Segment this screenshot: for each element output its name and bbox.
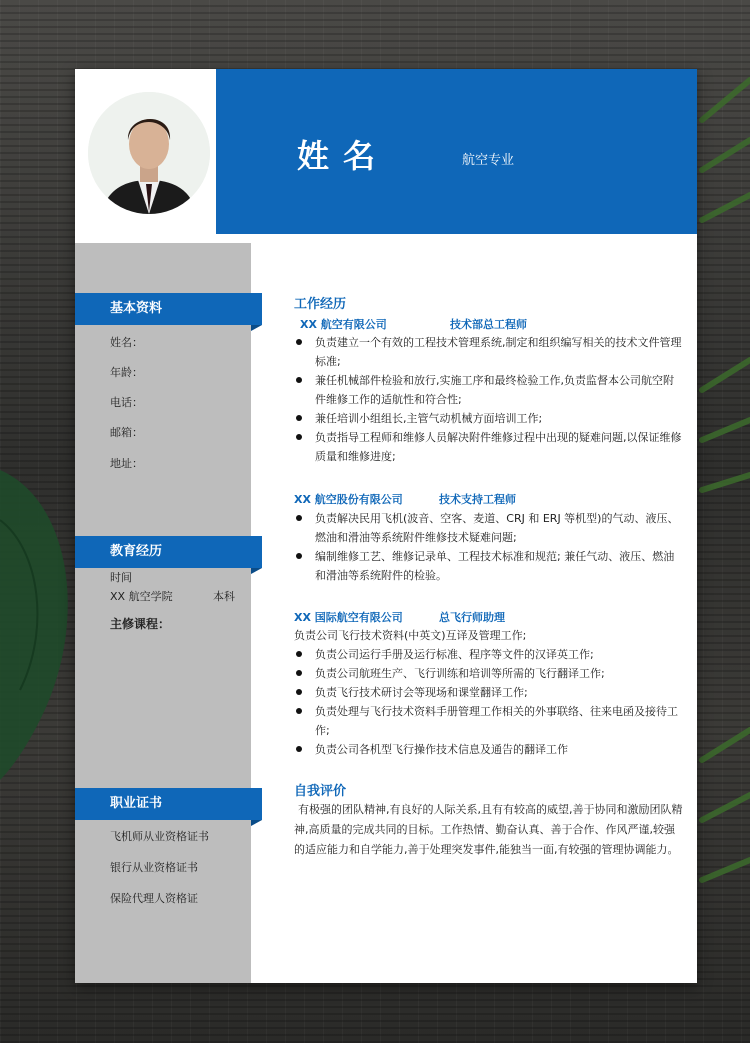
profile-photo bbox=[88, 92, 210, 214]
list-item: 兼任培训小组组长,主管气动机械方面培训工作; bbox=[294, 409, 684, 428]
list-item: 编制维修工艺、维修记录单、工程技术标准和规范; 兼任气动、液压、燃油和滑油等系统附件的检验。 bbox=[294, 547, 684, 585]
job-duties-list bbox=[294, 645, 684, 759]
list-item: 负责公司各机型飞行操作技术信息及通告的翻译工作 bbox=[294, 740, 684, 759]
certificate-item: 银行从业资格证书 bbox=[110, 861, 198, 874]
field-address-label: 地址： bbox=[110, 457, 143, 470]
education-time: 时间 bbox=[110, 571, 132, 584]
basic-info-heading: 基本资料 bbox=[75, 293, 262, 325]
list-item: 负责处理与飞行技术资料手册管理工作相关的外事联络、往来电函及接待工作; bbox=[294, 702, 684, 740]
certificates-heading: 职业证书 bbox=[75, 788, 262, 820]
education-courses-label: 主修课程： bbox=[110, 617, 171, 631]
header-band bbox=[216, 69, 697, 234]
name-title: 姓名 bbox=[297, 137, 390, 175]
certificate-item: 飞机师从业资格证书 bbox=[110, 830, 209, 843]
work-experience-heading: 工作经历 bbox=[294, 297, 347, 312]
list-item: 负责飞行技术研讨会等现场和课堂翻译工作; bbox=[294, 683, 684, 702]
education-heading: 教育经历 bbox=[75, 536, 262, 568]
self-evaluation-heading: 自我评价 bbox=[294, 784, 347, 799]
list-item: 负责公司运行手册及运行标准、程序等文件的汉译英工作; bbox=[294, 645, 684, 664]
job-intro: 负责公司飞行技术资料(中英文)互译及管理工作; bbox=[294, 629, 527, 642]
field-phone-label: 电话： bbox=[110, 396, 143, 409]
major-label: 航空专业 bbox=[462, 153, 515, 168]
field-email-label: 邮箱： bbox=[110, 426, 143, 439]
field-name-label: 姓名： bbox=[110, 336, 143, 349]
field-age-label: 年龄： bbox=[110, 366, 143, 379]
list-item: 负责公司航班生产、飞行训练和培训等所需的飞行翻译工作; bbox=[294, 664, 684, 683]
job-company: XX 航空股份有限公司 bbox=[294, 493, 403, 506]
education-school: XX 航空学院 bbox=[110, 590, 173, 603]
job-position: 总飞行师助理 bbox=[439, 611, 505, 624]
leaf-decoration-right bbox=[697, 60, 750, 960]
list-item: 负责解决民用飞机(波音、空客、麦道、CRJ 和 ERJ 等机型)的气动、液压、燃油和滑油等系统附件维修技术疑难问题; bbox=[294, 509, 684, 547]
list-item: 兼任机械部件检验和放行,实施工序和最终检验工作,负责监督本公司航空附件维修工作的适航性和符合性; bbox=[294, 371, 684, 409]
certificate-item: 保险代理人资格证 bbox=[110, 892, 198, 905]
list-item: 负责指导工程师和维修人员解决附件维修过程中出现的疑难问题,以保证维修质量和维修进度; bbox=[294, 428, 684, 466]
job-company: XX 国际航空有限公司 bbox=[294, 611, 403, 624]
leaf-decoration-left bbox=[0, 460, 80, 790]
job-duties-list bbox=[294, 333, 684, 466]
job-duties-list bbox=[294, 509, 684, 585]
list-item: 负责建立一个有效的工程技术管理系统,制定和组织编写相关的技术文件管理标准; bbox=[294, 333, 684, 371]
self-evaluation-text: 有极强的团队精神,有良好的人际关系,且有有较高的威望,善于协同和激励团队精神,高质量的完成共同的目标。工作热情、勤奋认真、善于合作、作风严谨,较强的适应能力和自学能力,善于处理突发事件,能独当一面,有较强的管理协调能力。 bbox=[294, 803, 683, 856]
portrait-illustration bbox=[88, 92, 210, 214]
job-position: 技术部总工程师 bbox=[450, 318, 527, 331]
job-company: XX 航空有限公司 bbox=[300, 318, 387, 331]
job-position: 技术支持工程师 bbox=[439, 493, 516, 506]
education-degree: 本科 bbox=[213, 590, 235, 603]
resume-page bbox=[75, 69, 697, 983]
